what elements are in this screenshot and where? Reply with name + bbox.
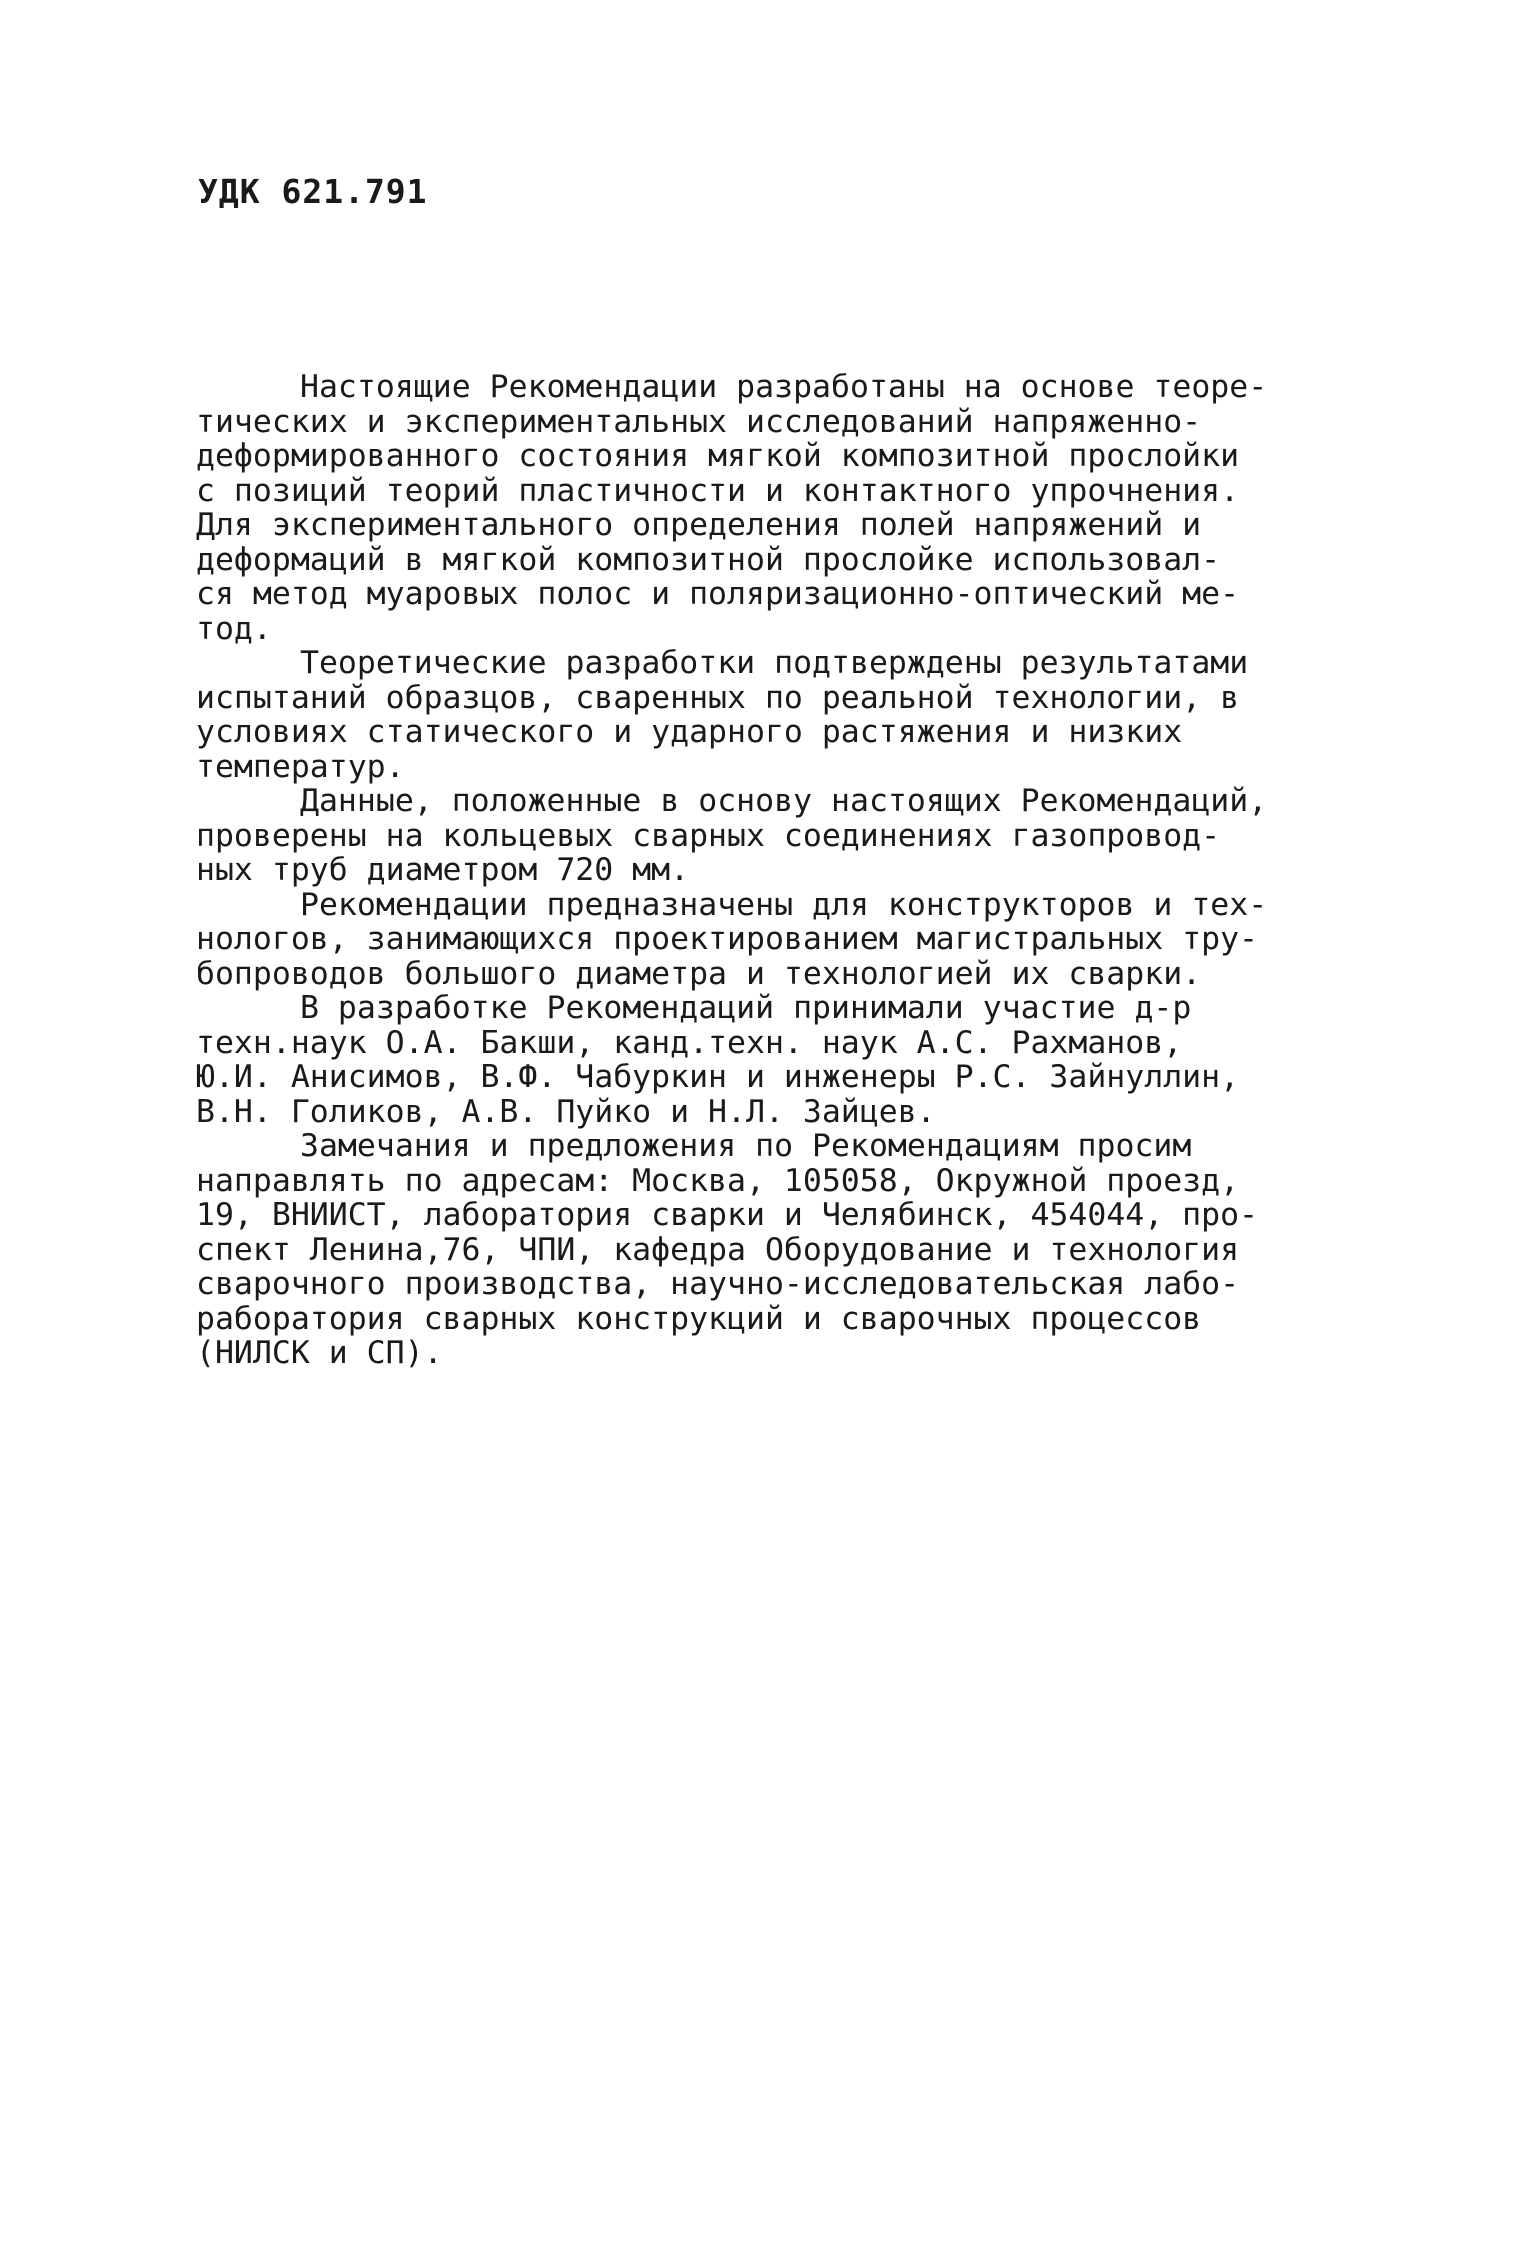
text-line: спект Ленина,76, ЧПИ, кафедра Оборудование и технология <box>196 1232 1240 1267</box>
text-line: с позиций теорий пластичности и контактного упрочнения. <box>196 473 1240 508</box>
text-line: ных труб диаметром 720 мм. <box>196 853 690 888</box>
text-line: тических и экспериментальных исследований напряженно- <box>196 404 1202 439</box>
text-line: деформированного состояния мягкой композитной прослойки <box>196 439 1240 474</box>
text-line: техн.наук О.А. Бакши, канд.техн. наук А.С. Рахманов, <box>196 1025 1183 1060</box>
paragraph-5 <box>196 991 1336 1129</box>
paragraph-1 <box>196 370 1336 646</box>
text-line: тод. <box>196 611 272 646</box>
text-line: условиях статического и ударного растяжения и низких <box>196 715 1183 750</box>
text-line: Замечания и предложения по Рекомендациям просим <box>300 1129 1192 1164</box>
paragraph-6 <box>196 1129 1336 1371</box>
text-line: В разработке Рекомендаций принимали участие д-р <box>300 991 1192 1026</box>
text-line: Данные, положенные в основу настоящих Рекомендаций, <box>300 784 1268 819</box>
text-line: 19, ВНИИСТ, лаборатория сварки и Челябинск, 454044, про- <box>196 1198 1259 1233</box>
udc-code: УДК 621.791 <box>198 172 428 211</box>
text-line: проверены на кольцевых сварных соединениях газопровод- <box>196 818 1221 853</box>
paragraph-4 <box>196 888 1336 992</box>
text-line: Настоящие Рекомендации разработаны на основе теоре- <box>300 370 1268 405</box>
text-line: температур. <box>196 749 405 784</box>
paragraph-3 <box>196 784 1336 888</box>
text-line: испытаний образцов, сваренных по реальной технологии, в <box>196 680 1240 715</box>
text-line: Теоретические разработки подтверждены результатами <box>300 646 1249 681</box>
text-line: В.Н. Голиков, А.В. Пуйко и Н.Л. Зайцев. <box>196 1094 936 1129</box>
text-line: (НИЛСК и СП). <box>196 1336 443 1371</box>
text-line: ся метод муаровых полос и поляризационно-оптический ме- <box>196 577 1240 612</box>
text-line: Ю.И. Анисимов, В.Ф. Чабуркин и инженеры Р.С. Зайнуллин, <box>196 1060 1240 1095</box>
text-line: Для экспериментального определения полей напряжений и <box>196 508 1202 543</box>
paragraph-2 <box>196 646 1336 784</box>
text-line: бопроводов большого диаметра и технологией их сварки. <box>196 956 1202 991</box>
body-text <box>196 370 1336 1371</box>
text-line: деформаций в мягкой композитной прослойке использовал- <box>196 542 1221 577</box>
text-line: сварочного производства, научно-исследовательская лабо- <box>196 1267 1240 1302</box>
text-line: нологов, занимающихся проектированием магистральных тру- <box>196 922 1259 957</box>
text-line: направлять по адресам: Москва, 105058, Окружной проезд, <box>196 1163 1240 1198</box>
text-line: Рекомендации предназначены для конструкторов и тех- <box>300 887 1268 922</box>
text-line: раборатория сварных конструкций и сварочных процессов <box>196 1301 1202 1336</box>
